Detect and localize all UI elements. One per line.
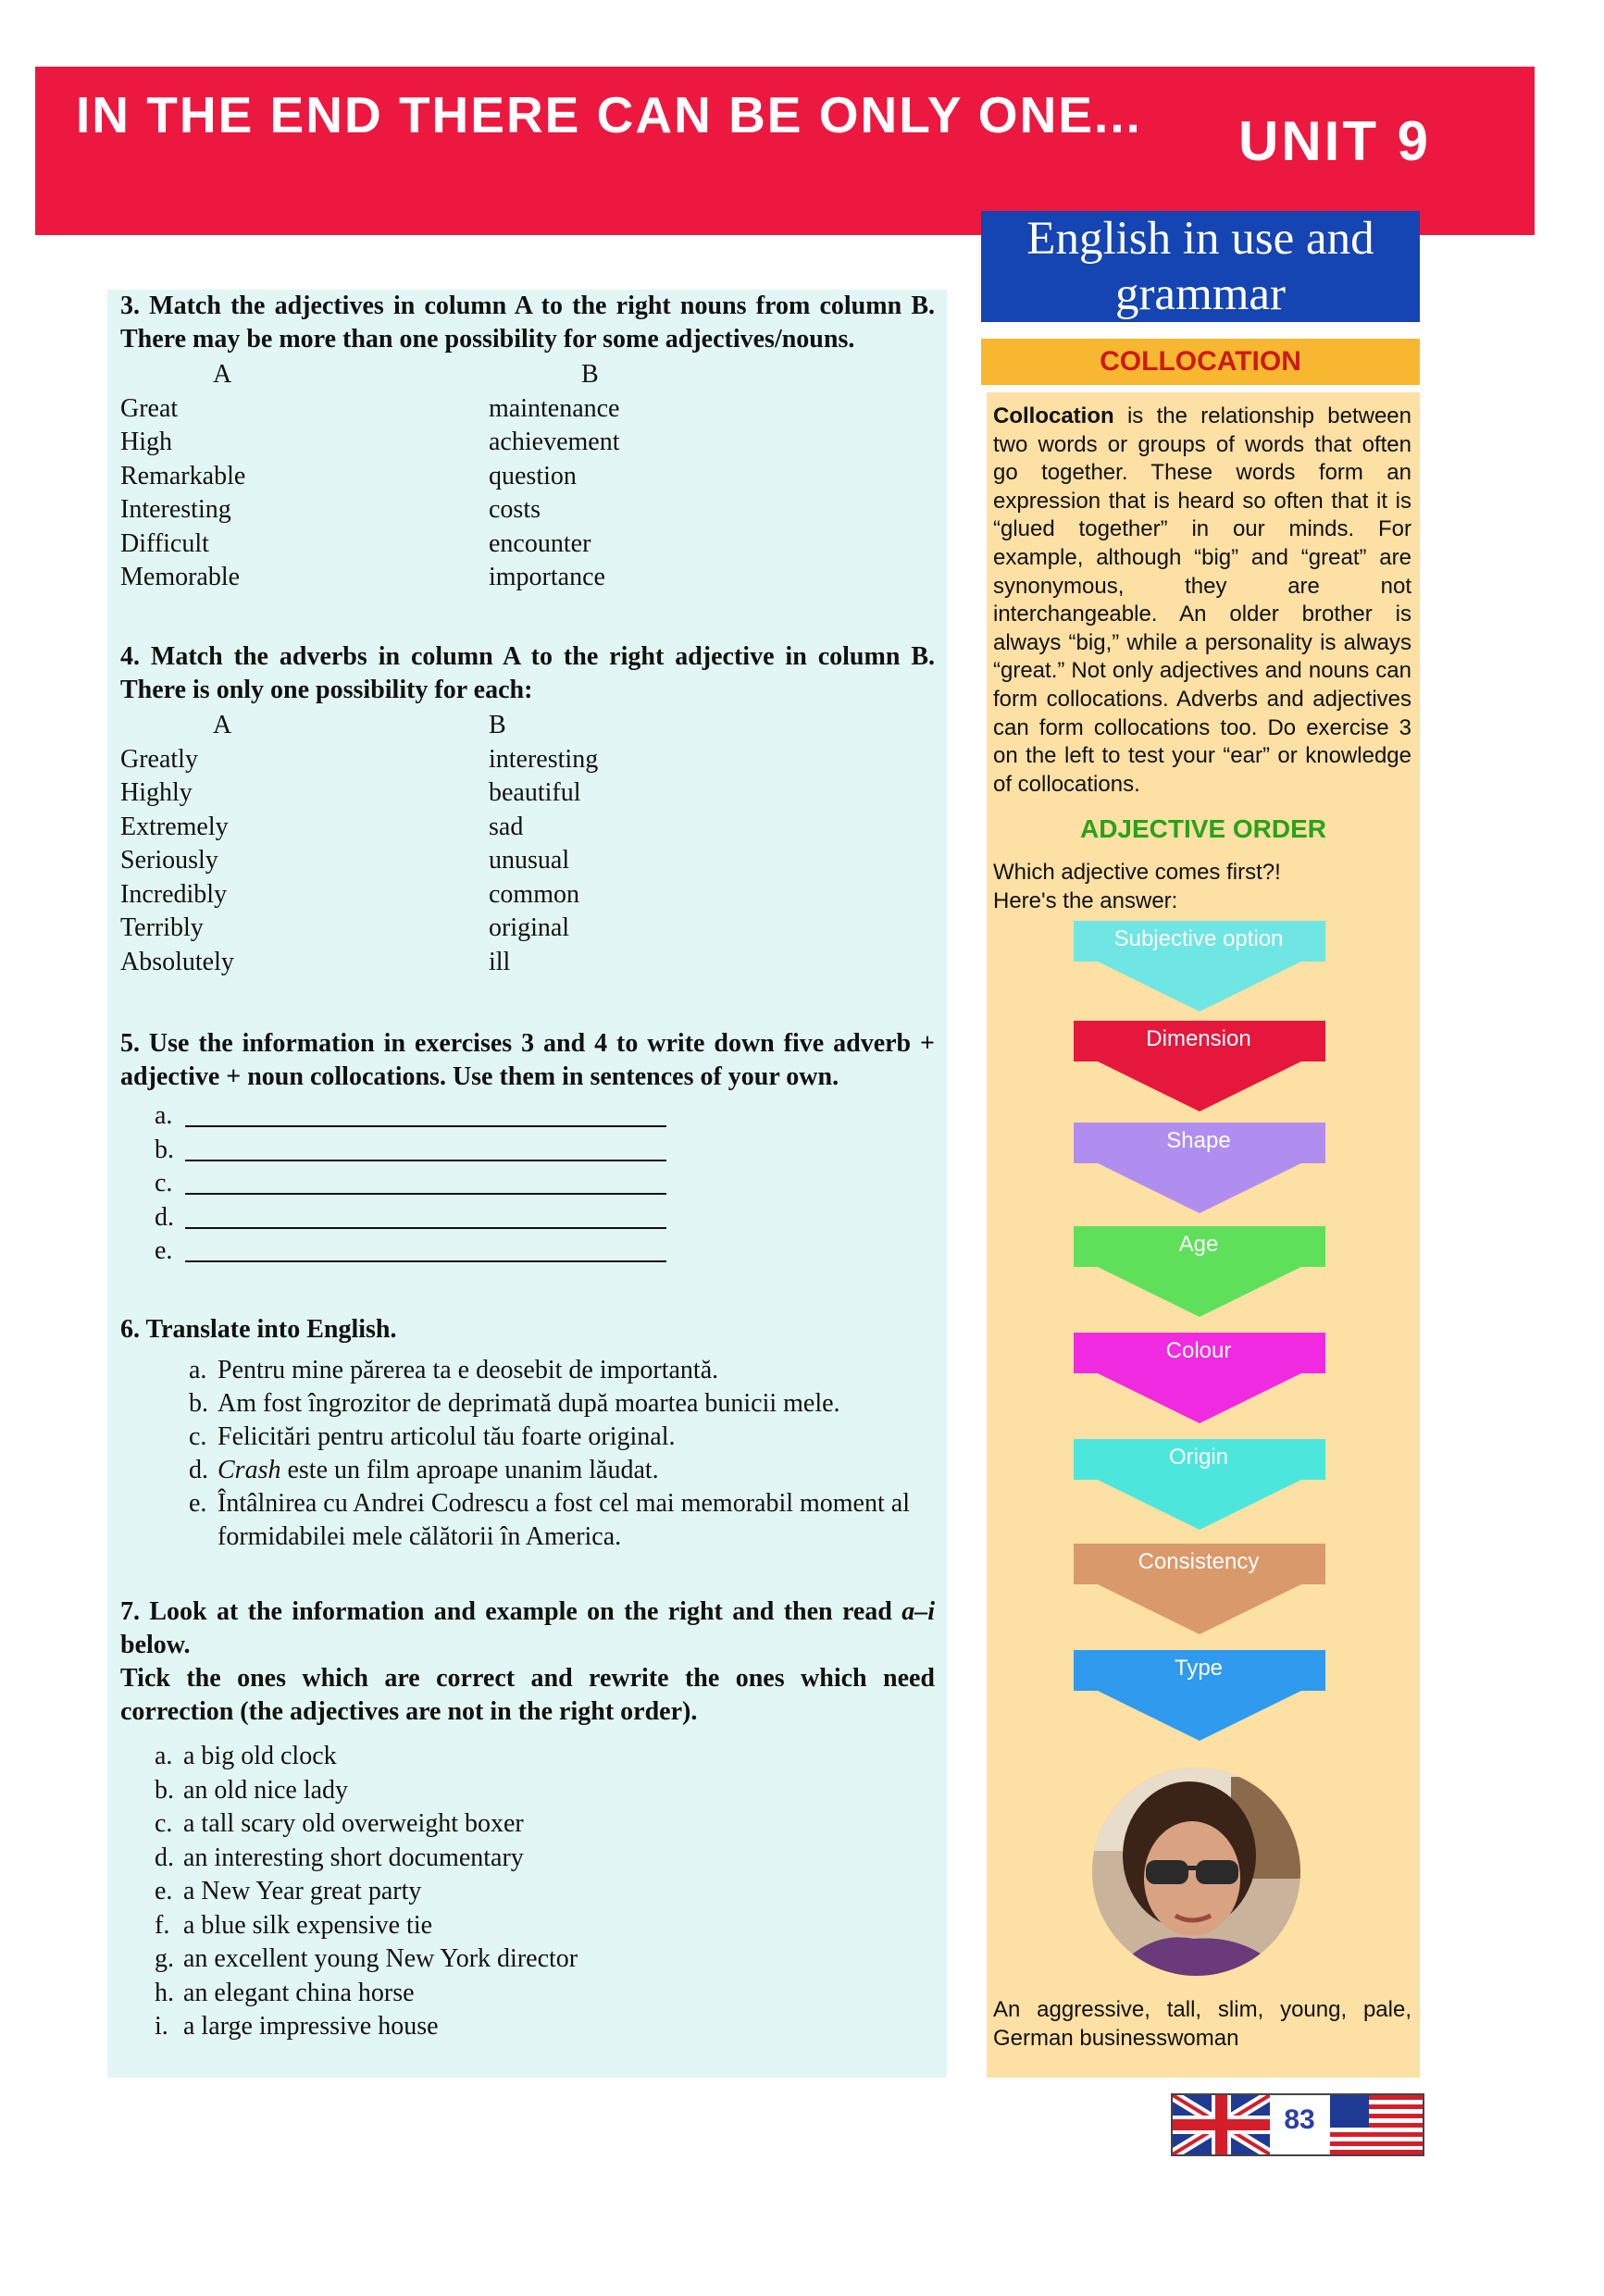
order-arrow-label: Type [1174,1656,1224,1681]
column-a-word: Absolutely [120,947,234,976]
match-row [120,811,935,845]
answer-line-row [120,1167,935,1201]
unit-number: UNIT 9 [1238,110,1432,172]
adjective-order-item [120,1977,935,2011]
match-row [120,460,935,494]
exercise-4-heading: 4. Match the adverbs in column A to the right adjective in column B. There is only one possibility for each: [120,642,935,704]
adjective-order-item [120,1909,935,1943]
adjective-order-item-text: an interesting short documentary [183,1843,524,1872]
adjective-order-item [120,1807,935,1842]
column-b-word: sad [489,812,524,841]
uk-flag-icon [1173,2095,1270,2154]
column-b-word: ill [489,947,511,976]
match-row [120,392,935,427]
order-arrow-label: Age [1178,1232,1219,1257]
answer-line-row [120,1134,935,1168]
exercise-4-columns [120,709,935,979]
column-a-word: Terribly [120,913,204,942]
match-row [120,527,935,562]
adjective-order-item-label: c. [155,1809,173,1838]
order-arrow-label: Shape [1166,1128,1231,1153]
translation-item-label: b. [189,1389,208,1418]
adjective-order-item [120,1875,935,1909]
column-a-word: Great [120,393,179,423]
column-b-word: common [489,879,579,909]
answer-line-row [120,1099,935,1134]
answer-blank-line[interactable] [185,1193,666,1195]
order-arrow-label: Dimension [1146,1026,1251,1051]
translation-item [155,1387,935,1421]
adjective-order-item-label: e. [155,1877,173,1905]
answer-line-label: d. [155,1202,174,1232]
unit-title: IN THE END THERE CAN BE ONLY ONE... [76,86,1142,143]
adjective-order-item-label: d. [155,1843,174,1872]
adjective-order-item-text: an old nice lady [183,1775,349,1805]
column-b-word: unusual [489,846,570,875]
translation-item [155,1454,935,1487]
adjective-order-item-text: a blue silk expensive tie [183,1910,433,1940]
exercise-3-heading: 3. Match the adjectives in column A to the right nouns from column B. There may be more than one possibility for some adjectives/nouns. [120,292,935,354]
order-arrow [1074,1021,1328,1118]
exercise-6-list [120,1354,935,1554]
exercise-5-answer-lines [120,1099,935,1269]
exercise-6-heading: 6. Translate into English. [120,1315,397,1344]
us-flag-icon [1330,2095,1423,2154]
adjective-order-item [120,1740,935,1774]
adjective-order-heading: ADJECTIVE ORDER [1079,814,1327,843]
translation-item-label: d. [189,1456,208,1484]
match-row [120,912,935,946]
exercise-4 [120,640,935,979]
match-row [120,776,935,811]
column-a-word: Memorable [120,563,241,591]
adjective-order-item-label: i. [155,2012,168,2041]
exercise-5-heading: 5. Use the information in exercises 3 and 4 to write down five adverb + adjective + noun collocations. Use them in sentences of your own. [120,1029,935,1091]
order-arrow-label: Colour [1165,1338,1232,1363]
translation-item [155,1354,935,1387]
answer-line-label: a. [155,1101,173,1130]
column-a-header: A [213,360,232,389]
adjective-order-item [120,1942,935,1977]
match-row [120,493,935,527]
exercise-7-instructions: Tick the ones which are correct and rewrite the ones which need correction (the adjectives are not in the right order). [120,1664,935,1726]
column-a-word: High [120,428,172,456]
translation-item-italic: Crash [218,1456,281,1484]
match-row [120,878,935,912]
column-a-word: Incredibly [120,879,228,909]
collocation-text: Collocation is the relationship between two words or groups of words that often go together. These words form an expression that is heard so often that it is “glued together” in our minds. For example, although “big” and “great” are synonymous, they are not interchangeable. An older brother is always “big,” while a personality is always “great.” Not only adjectives and nouns can form collocations. Adverbs and adjectives can form collocations too. Do exercise 3 on the left to test your “ear” or knowledge of collocations. [993,403,1411,797]
column-a-word: Greatly [120,744,198,774]
page-number: 83 [1284,2104,1315,2135]
column-b-word: interesting [489,744,599,774]
order-arrow [1074,1333,1328,1430]
match-row [120,844,935,878]
column-a-word: Difficult [120,528,209,558]
column-b-word: importance [489,563,605,591]
page-footer [1171,2093,1424,2156]
translation-item-label: a. [189,1356,207,1384]
adjective-order-item-text: an elegant china horse [183,1978,415,2007]
exercise-3 [120,290,935,595]
translation-item-text: este un film aproape unanim lăudat. [280,1456,659,1484]
answer-line-row [120,1201,935,1235]
exercise-7-list [120,1740,935,2044]
adjective-order-question: Which adjective comes first?! Here's the answer: [993,860,1281,913]
adjective-order-item-label: h. [155,1978,174,2007]
order-arrow [1074,1123,1328,1220]
match-row [120,743,935,777]
column-b-word: original [489,913,570,942]
adjective-order-item-label: f. [155,1910,170,1940]
answer-line-label: b. [155,1135,174,1164]
column-b-header: B [489,711,506,739]
order-arrow [1074,1650,1328,1747]
answer-line-label: e. [155,1236,173,1265]
translation-item-text: Pentru mine părerea ta e deosebit de importantă. [218,1356,719,1384]
column-a-word: Extremely [120,812,229,841]
exercise-3-columns [120,358,935,595]
exercise-7 [120,1595,935,2044]
column-b-word: costs [489,495,541,524]
column-a-word: Highly [120,778,193,807]
adjective-order-item-text: a big old clock [183,1742,337,1770]
adjective-order-item [120,1842,935,1876]
match-row [120,426,935,460]
translation-item [155,1487,935,1554]
column-b-word: question [489,461,577,490]
order-arrow [1074,1226,1328,1323]
order-arrow [1074,1439,1328,1536]
order-arrow-label: Consistency [1138,1549,1260,1574]
adjective-order-item-text: a large impressive house [183,2012,439,2041]
column-a-word: Remarkable [120,461,246,490]
businesswoman-photo [1092,1768,1300,1976]
answer-blank-line[interactable] [185,1260,666,1262]
answer-line-label: c. [155,1169,173,1198]
translation-item-text: Am fost îngrozitor de deprimată după moartea bunicii mele. [218,1389,840,1418]
adjective-order-item-text: an excellent young New York director [183,1944,578,1973]
adjective-order-item [120,1774,935,1808]
column-b-word: beautiful [489,778,581,807]
exercise-6 [120,1313,935,1554]
column-b-word: achievement [489,428,620,456]
column-a-header: A [213,711,232,739]
adjective-order-item-text: a tall scary old overweight boxer [183,1809,524,1838]
exercise-5 [120,1027,935,1269]
collocation-heading: COLLOCATION [981,339,1420,385]
adjective-order-item [120,2010,935,2044]
exercise-7-heading: 7. Look at the information and example on the right and then read a–i below. [120,1597,935,1659]
adjective-order-item-label: g. [155,1944,174,1973]
match-row [120,561,935,595]
answer-blank-line[interactable] [185,1125,666,1127]
answer-blank-line[interactable] [185,1160,666,1161]
adjective-order-item-text: a New Year great party [183,1877,422,1905]
translation-item-label: c. [189,1422,207,1451]
column-a-word: Interesting [120,495,231,524]
order-arrow-label: Origin [1168,1445,1229,1470]
column-headers [120,358,935,392]
translation-item-label: e. [189,1489,207,1518]
adjective-order-item-label: b. [155,1775,174,1805]
column-b-word: maintenance [489,393,620,423]
order-arrow [1074,921,1328,1018]
order-arrow [1074,1544,1328,1641]
photo-caption: An aggressive, tall, slim, young, pale, German businesswoman [993,1997,1411,2051]
english-in-use-box: English in use and grammar [981,211,1420,322]
column-b-header: B [581,360,599,389]
woman-portrait-image [1092,1768,1300,1976]
answer-line-row [120,1235,935,1269]
answer-blank-line[interactable] [185,1227,666,1229]
adjective-order-item-label: a. [155,1742,173,1770]
column-a-word: Seriously [120,846,218,875]
match-row [120,946,935,980]
translation-item [155,1421,935,1454]
translation-item-text: Felicitări pentru articolul tău foarte original. [218,1422,676,1451]
order-arrow-label: Subjective option [1113,926,1284,951]
column-headers [120,709,935,743]
translation-item-text: Întâlnirea cu Andrei Codrescu a fost cel mai memorabil moment al formidabilei mele călătorii în America. [218,1489,910,1551]
column-b-word: encounter [489,528,591,558]
